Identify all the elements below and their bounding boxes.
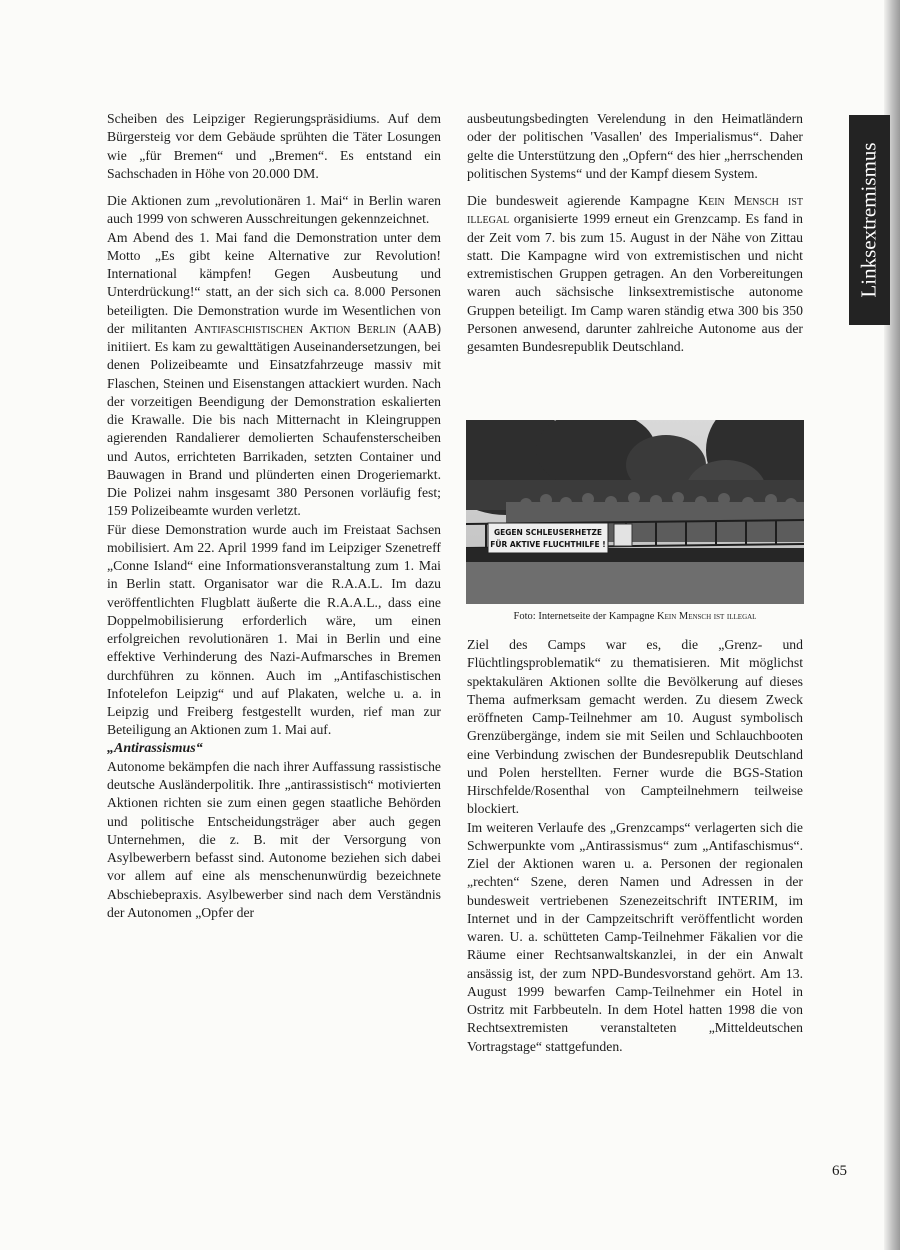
- paragraph: Scheiben des Leipziger Regierungspräsidiums. Auf dem Bürgersteig vor dem Gebäude sprühten die Täter Losungen wie „für Bremen“ und „Bremen“. Es entstand ein Sachschaden in Höhe von 20.000 DM.: [107, 111, 441, 181]
- paragraph: ausbeutungsbedingten Verelendung in den Heimatländern oder der politischen 'Vasallen' des Imperialismus“. Daher gelte die Unterstützung den „Opfern“ des hier „herrschenden politischen Systems“ und der Kampf diesem System.: [467, 111, 803, 181]
- demonstration-photo: [466, 420, 804, 604]
- paragraph: Ziel des Camps war es, die „Grenz- und Flüchtlingsproblematik“ zu thematisieren. Mit möglichst spektakulären Aktionen sollte die Bevölkerung auf dieses Thema aufmerksam gemacht werden. Zu diesem Zweck eröffneten Camp-Teilnehmer am 10. August symbolisch Grenzübergänge, indem sie mit Seilen und Schlauchbooten eine Verbindung zwischen der Bundesrepublik Deutschland und Polen herstellten. Ferner wurde die BGS-Station Hirschfelde/Rosenthal von Campteilnehmern teilweise blockiert.: [467, 637, 803, 817]
- banner-text: FÜR AKTIVE FLUCHTHILFE !: [490, 540, 606, 549]
- paragraph: Im weiteren Verlaufe des „Grenzcamps“ verlagerten sich die Schwerpunkte vom „Antirassismus“ zum „Antifaschismus“. Ziel der Aktionen waren u. a. Personen der regionalen „rechten“ Szene, deren Namen und Adressen in der bundesweit vertriebenen Szenezeitschrift INTERIM, im Internet und in der Campzeitschrift veröffentlicht worden waren. U. a. schütteten Camp-Teilnehmer Fäkalien vor die Räume einer Rechtsanwaltskanzlei, in der ein Anwalt ansässig ist, der zum NPD-Bundesvorstand gehört. Am 13. August 1999 bewarfen Camp-Teilnehmer ein Hotel in Ostritz mit Farbbeuteln. In dem Hotel hatten 1998 die von Rechtsextremisten veranstalteten „Mitteldeutschen Vortragstage“ stattgefunden.: [467, 819, 803, 1054]
- section-heading: „Antirassismus“: [107, 740, 203, 756]
- paragraph: Autonome bekämpfen die nach ihrer Auffassung rassistische deutsche Ausländerpolitik. Ihre „antirassistisch“ motivierten Aktionen richten sie zum einen gegen staatliche Behörden und politische Entscheidungsträger aber auch gegen Unternehmen, die z. B. mit der Versorgung von Asylbewerbern befasst sind. Autonome beziehen sich dabei vor allem auf eine als menschenunwürdig bezeichnete Abschiebepraxis. Asylbewerber sind nach dem Verständnis der Autonomen „Opfer der: [107, 758, 441, 920]
- right-column-top: [467, 110, 803, 356]
- paragraph: Am Abend des 1. Mai fand die Demonstration unter dem Motto „Es gibt keine Alternative zur Revolution! International kämpfen! Gegen Ausbeutung und Unterdrückung!“ statt, an der sich sich ca. 8.000 Personen beteiligten. Die Demonstration wurde im Wesentlichen von der militanten Antifaschistischen Aktion Berlin (AAB) initiiert. Es kam zu gewalttätigen Auseinandersetzungen, bei denen Polizeibeamte und Einsatzfahrzeuge massiv mit Flaschen, Steinen und Eisenstangen attackiert wurden. Nach der vorzeitigen Beendigung der Demonstration eskalierten die Krawalle. Die bis nach Mitternacht in Kleingruppen agierenden Randalierer demolierten Schaufensterscheiben und Autos, errichteten Barrikaden, setzten Container und Bauwagen in Brand und plünderten einen Drogeriemarkt. Die Polizei nahm insgesamt 380 Personen vorläufig fest; 159 Polizeibeamte wurden verletzt.: [107, 229, 442, 519]
- paragraph: Die Aktionen zum „revolutionären 1. Mai“ in Berlin waren auch 1999 von schweren Ausschreitungen gekennzeichnet.: [107, 193, 441, 227]
- right-column-bottom: [467, 636, 803, 1056]
- protest-banner: [488, 523, 608, 553]
- paragraph: Die bundesweit agierende Kampagne Kein Mensch ist illegal organisierte 1999 erneut ein Grenzcamp. Es fand in der Zeit vom 7. bis zum 15. August in der Nähe von Zittau statt. Die Kampagne wird von extremistischen und nicht extremistischen Gruppen getragen. An den Vorbereitungen waren auch sächsische linksextremistische autonome Gruppen beteiligt. Im Camp waren ständig etwa 300 bis 350 Personen anwesend, darunter zahlreiche Autonome aus der gesamten Bundesrepublik Deutschland.: [467, 193, 804, 354]
- organization-name: Antifaschistischen Aktion Berlin: [194, 320, 396, 336]
- organization-name: Kein Mensch ist illegal: [467, 193, 804, 227]
- small-sign: [614, 524, 632, 546]
- left-column: [107, 110, 441, 922]
- photo-caption: Foto: Internetseite der Kampagne Kein Mensch ist illegal: [513, 611, 757, 622]
- paragraph: Für diese Demonstration wurde auch im Freistaat Sachsen mobilisiert. Am 22. April 1999 fand im Leipziger Szenetreff „Conne Island“ eine Informationsveranstaltung zum 1. Mai in Berlin statt. Organisator war die R.A.A.L. Im dazu veröffentlichten Flugblatt äußerte die R.A.A.L., dass eine Doppelmobilisierung erforderlich wäre, um einen erfolgreichen revolutionären 1. Mai in Berlin und eine effektive Verhinderung des Nazi-Aufmarsches in Bremen durchführen zu können. Auch im „Antifaschistischen Infotelefon Leipzig“ und auf Plakaten, welche u. a. in Leipzig und Freiberg festgestellt wurden, rief man zur Beteiligung an Aktionen zum 1. Mai auf.: [107, 521, 441, 738]
- section-tab-label: Linksextremismus: [856, 142, 881, 298]
- river: [466, 562, 804, 604]
- banner-text: GEGEN SCHLEUSERHETZE: [494, 528, 602, 537]
- section-side-tab: [849, 115, 890, 325]
- page-number: 65: [832, 1163, 847, 1179]
